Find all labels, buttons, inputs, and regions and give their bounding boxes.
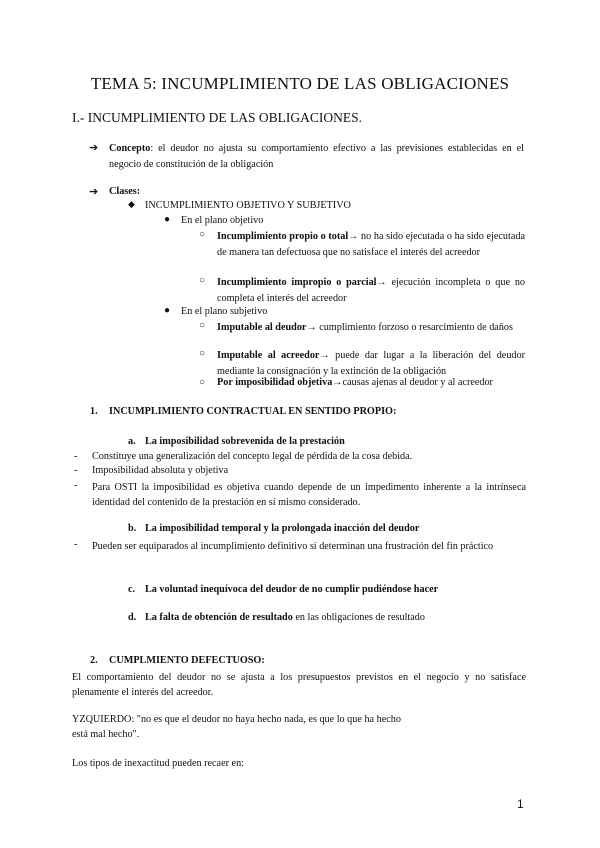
part2-number: 2. <box>90 655 98 666</box>
b-item-1: Pueden ser equiparados al incumplimiento definitivo si determinan una frustración del fin práctico <box>92 541 494 552</box>
concepto-text: : el deudor no ajusta su comportamiento efectivo a las previsiones establecidas en el negocio de constitución de la obligación <box>109 143 524 170</box>
circle-bullet-icon: ○ <box>199 229 206 240</box>
subjetivo-item-1: Imputable al deudor→ cumplimiento forzoso o resarcimiento de daños <box>217 322 513 333</box>
part2-paragraph: El comportamiento del deudor no se ajusta a los presupuestos previstos en el negocio y no satisface plenamente el interés del acreedor. <box>72 672 526 698</box>
arrow-icon: ➔ <box>89 142 99 154</box>
section-heading: I.- INCUMPLIMIENTO DE LAS OBLIGACIONES. <box>72 110 362 125</box>
circle-bullet-icon: ○ <box>199 348 206 359</box>
circle-bullet-icon: ○ <box>199 275 206 286</box>
part2-heading: CUMPLMIENTO DEFECTUOSO: <box>109 655 265 666</box>
concepto-paragraph <box>109 141 524 173</box>
dash-bullet: - <box>74 451 78 462</box>
dot-bullet-icon: ● <box>164 305 171 316</box>
quote-line-2: está mal hecho". <box>72 729 140 740</box>
dash-bullet: - <box>74 465 78 476</box>
concepto-label: Concepto <box>109 143 151 154</box>
subjetivo-item-2: Imputable al acreedor→ puede dar lugar a la liberación del deudor mediante la consignación y la extinción de la obligación <box>217 350 525 377</box>
plano-objetivo: En el plano objetivo <box>181 215 264 226</box>
part1-d-letter: d. <box>128 612 137 623</box>
a-item-3: Para OSTI la imposibilidad es objetiva cuando depende de un impedimento inherente a la intrínseca identidad del contenido de la prestación en sí mismo considerado. <box>92 482 526 508</box>
part1-b-letter: b. <box>128 523 137 534</box>
dot-bullet-icon: ● <box>164 214 171 225</box>
part1-number: 1. <box>90 406 98 417</box>
inexactitud-intro: Los tipos de inexactitud pueden recaer en: <box>72 758 244 769</box>
clases-label: Clases: <box>109 186 141 197</box>
part1-a-heading: La imposibilidad sobrevenida de la prestación <box>145 436 345 447</box>
part1-a-letter: a. <box>128 436 136 447</box>
part1-c-letter: c. <box>128 584 136 595</box>
part1-c-heading: La voluntad inequívoca del deudor de no cumplir pudiéndose hacer <box>145 584 439 595</box>
circle-bullet-icon: ○ <box>199 377 206 388</box>
quote-line-1: YZQUIERDO: "no es que el deudor no haya hecho nada, es que lo que ha hecho <box>72 714 401 725</box>
a-item-1: Constituye una generalización del concepto legal de pérdida de la cosa debida. <box>92 451 413 462</box>
subjetivo-item-3: Por imposibilidad objetiva→causas ajenas al deudor y al acreedor <box>217 377 493 388</box>
page-title: TEMA 5: INCUMPLIMIENTO DE LAS OBLIGACIONES <box>90 74 510 93</box>
part1-b-heading: La imposibilidad temporal y la prolongada inacción del deudor <box>145 523 420 534</box>
objetivo-item-1: Incumplimiento propio o total→ no ha sido ejecutada o ha sido ejecutada de manera tan defectuosa que no satisface el interés del acreedor <box>217 231 525 258</box>
arrow-icon: ➔ <box>89 186 99 198</box>
plano-subjetivo: En el plano subjetivo <box>181 306 268 317</box>
dash-bullet: - <box>74 480 78 491</box>
part1-heading: INCUMPLIMIENTO CONTRACTUAL EN SENTIDO PROPIO: <box>109 406 397 417</box>
clases-type-heading: INCUMPLIMIENTO OBJETIVO Y SUBJETIVO <box>145 200 351 211</box>
part1-d-heading: La falta de obtención de resultado en las obligaciones de resultado <box>145 612 425 623</box>
dash-bullet: - <box>74 539 78 550</box>
diamond-bullet-icon: ◆ <box>128 199 135 209</box>
page-number: 1 <box>517 797 524 811</box>
a-item-2: Imposibilidad absoluta y objetiva <box>92 465 229 476</box>
objetivo-item-2: Incumplimiento impropio o parcial→ ejecución incompleta o que no completa el interés del acreedor <box>217 277 526 304</box>
circle-bullet-icon: ○ <box>199 320 206 331</box>
